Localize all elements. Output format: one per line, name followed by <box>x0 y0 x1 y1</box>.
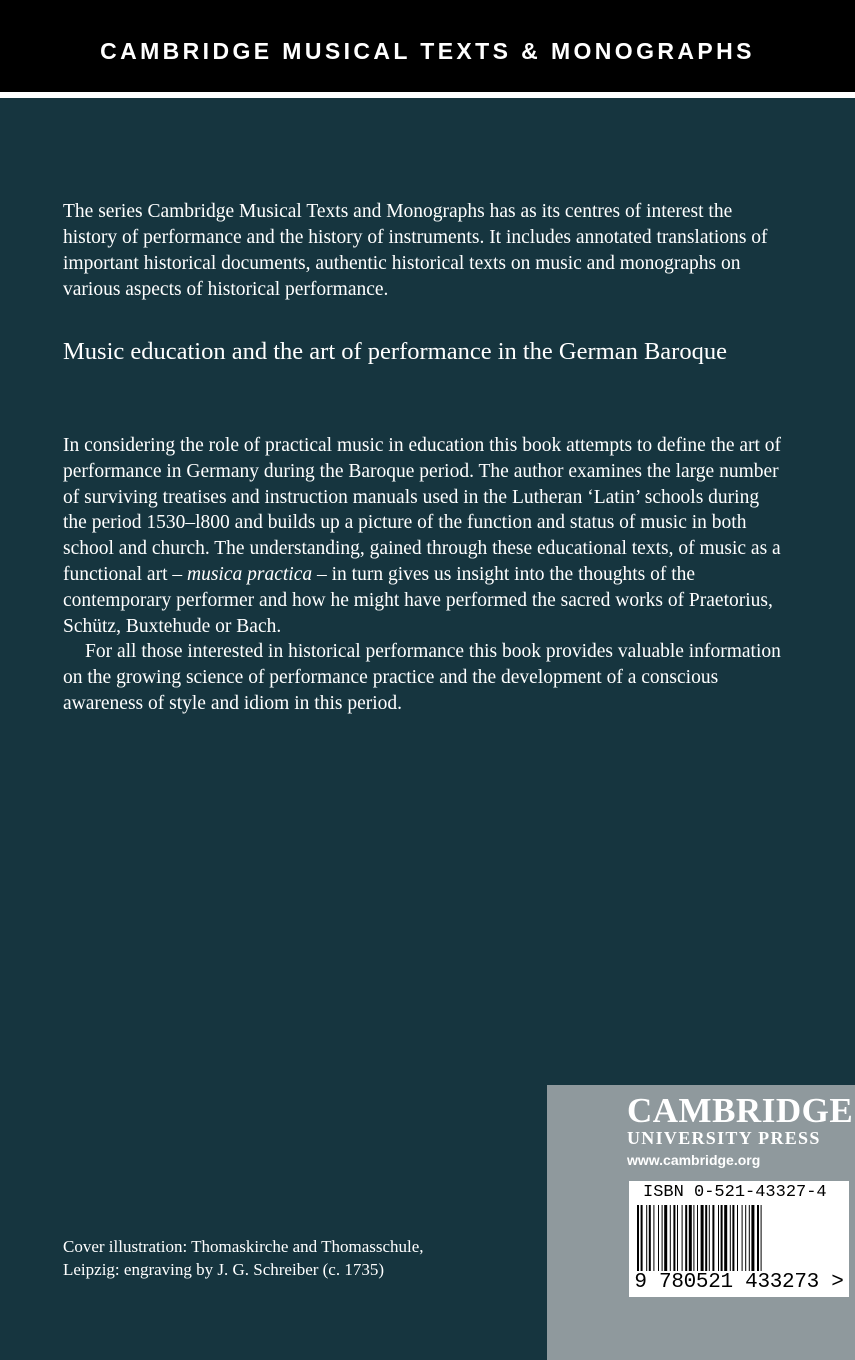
publisher-box <box>547 1085 855 1360</box>
barcode-bar <box>689 1205 692 1271</box>
barcode-bar <box>730 1205 731 1271</box>
barcode-bar <box>749 1205 750 1271</box>
barcode-bar <box>709 1205 710 1271</box>
barcode-bar <box>646 1205 647 1271</box>
blurb-p1-text-end: – in turn gives us insight into the thoughts of the contemporary performer and how he might have performed the sacred works of Praetorius, Schütz, Buxtehude or Bach. <box>63 563 773 637</box>
barcode-bar <box>742 1205 743 1271</box>
banner-rule <box>0 92 855 98</box>
barcode-bar <box>673 1205 675 1271</box>
barcode-bar <box>718 1205 719 1271</box>
series-title: CAMBRIDGE MUSICAL TEXTS & MONOGRAPHS <box>100 38 755 64</box>
barcode-digits: 9 780521 433273 > <box>634 1271 844 1294</box>
barcode-bar <box>658 1205 659 1271</box>
barcode-bar <box>724 1205 727 1271</box>
barcode-bar <box>685 1205 687 1271</box>
barcode-bar <box>701 1205 704 1271</box>
barcode-bar <box>705 1205 707 1271</box>
barcode-bar <box>670 1205 671 1271</box>
cover-credit-line-2: Leipzig: engraving by J. G. Schreiber (c. 1735) <box>63 1260 385 1279</box>
barcode-bar <box>761 1205 762 1271</box>
barcode-bar <box>721 1205 723 1271</box>
barcode-bar <box>737 1205 738 1271</box>
barcode-bar <box>653 1205 654 1271</box>
barcode-bar <box>637 1205 639 1271</box>
series-description: The series Cambridge Musical Texts and Monographs has as its centres of interest the history of performance and the history of instruments. It includes annotated translations of important historical documents, authentic historical texts on music and monographs on various aspects of historical performance. <box>63 201 768 300</box>
barcode-bar <box>751 1205 754 1271</box>
barcode-bar <box>662 1205 663 1271</box>
barcode-bar <box>745 1205 746 1271</box>
barcode-bar <box>664 1205 667 1271</box>
barcode-bar <box>649 1205 651 1271</box>
isbn-label: ISBN 0-521-43327-4 <box>643 1183 827 1202</box>
publisher-url: www.cambridge.org <box>627 1152 761 1168</box>
barcode-bar <box>757 1205 759 1271</box>
cover-credit <box>63 1235 503 1281</box>
barcode-bar <box>693 1205 694 1271</box>
barcode-icon <box>635 1205 843 1271</box>
barcode-panel <box>629 1181 849 1297</box>
barcode-bar <box>682 1205 683 1271</box>
barcode-bar <box>677 1205 678 1271</box>
blurb-paragraph-2: For all those interested in historical performance this book provides valuable information on the growing science of performance practice and the development of a conscious awareness of style and idiom in this period. <box>63 641 781 714</box>
publisher-name: CAMBRIDGE <box>627 1091 854 1130</box>
barcode-bar <box>641 1205 643 1271</box>
book-title: Music education and the art of performance in the German Baroque <box>63 338 727 365</box>
barcode-bar <box>697 1205 698 1271</box>
barcode-bar <box>732 1205 734 1271</box>
barcode-bar <box>712 1205 714 1271</box>
cover-credit-line-1: Cover illustration: Thomaskirche and Thomasschule, <box>63 1237 424 1256</box>
series-banner <box>0 0 855 92</box>
blurb-p1-italic: musica practica <box>187 563 313 585</box>
blurb-p1-text: In considering the role of practical music in education this book attempts to define the art of performance in Germany during the Baroque period. The author examines the large number of surviving treatises and instruction manuals used in the Lutheran ‘Latin’ schools during the period 1530–l800 and builds up a picture of the function and status of music in both school and church. The understanding, gained through these educational texts, of music as a functional art – <box>63 435 782 585</box>
publisher-press: UNIVERSITY PRESS <box>627 1128 821 1148</box>
blurb-paragraph-1 <box>63 433 785 639</box>
blurb <box>63 433 785 717</box>
